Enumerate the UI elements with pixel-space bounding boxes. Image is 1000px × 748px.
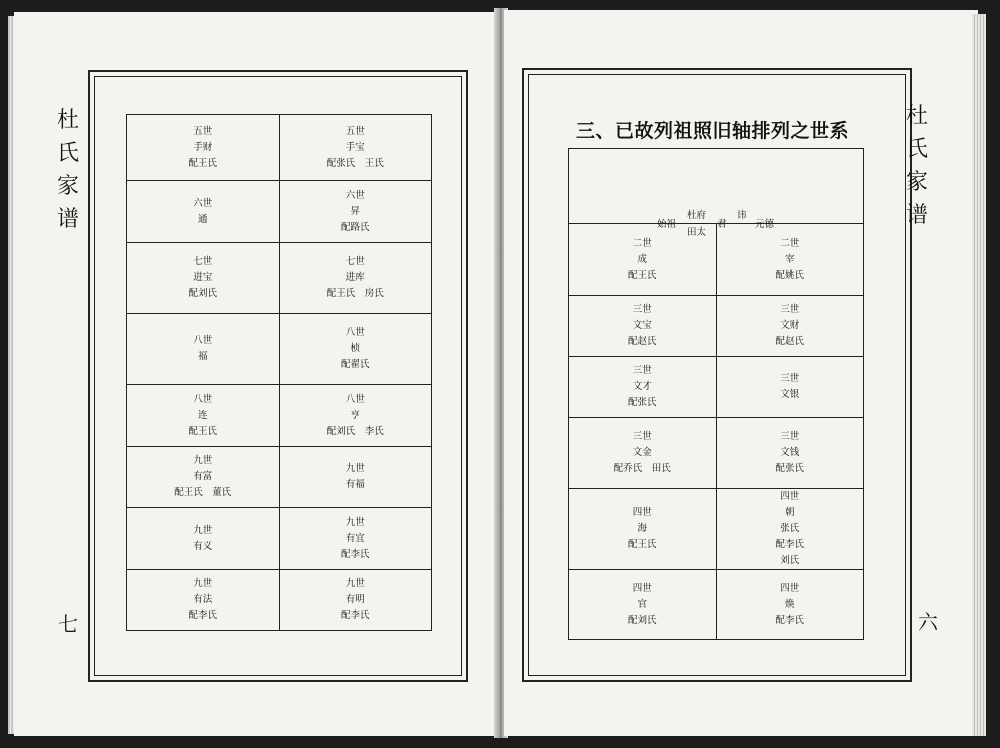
person-entry <box>127 570 280 631</box>
generation-label: 三世 <box>632 431 652 442</box>
ancestor-household: 杜府 <box>687 210 707 221</box>
spouse-line: 刘氏 <box>780 555 800 566</box>
spouse-line: 配姚氏 <box>775 269 804 281</box>
person-entry <box>127 115 280 181</box>
ancestor-title: 始祖 <box>657 219 677 230</box>
person-entry <box>716 357 864 418</box>
right-page <box>504 10 978 736</box>
spouse-line: 配李氏 <box>775 539 804 550</box>
generation-label: 三世 <box>632 365 652 376</box>
person-name: 有法 <box>193 594 213 605</box>
person-entry <box>127 447 280 508</box>
person-name: 福 <box>197 351 208 362</box>
person-name: 文宝 <box>632 320 652 331</box>
genealogy-table <box>126 114 432 631</box>
generation-label: 九世 <box>345 516 365 528</box>
generation-label: 二世 <box>632 237 652 249</box>
spouse-line: 配赵氏 <box>775 336 804 347</box>
person-entry <box>127 314 280 385</box>
person-name: 文才 <box>632 381 652 392</box>
person-name: 宰 <box>784 253 795 265</box>
spouse-line: 配李氏 <box>188 610 217 621</box>
table-row <box>127 115 432 181</box>
person-name: 手财 <box>193 141 213 153</box>
table-row <box>569 357 864 418</box>
person-name: 焕 <box>784 598 795 610</box>
title-char: 谱 <box>905 203 928 228</box>
person-name: 朝 <box>784 507 795 518</box>
person-entry <box>569 570 717 640</box>
person-name: 桢 <box>350 343 360 354</box>
person-entry <box>716 489 864 570</box>
title-char: 家 <box>56 174 79 199</box>
generation-label: 三世 <box>780 431 800 442</box>
person-entry <box>127 181 280 243</box>
person-entry <box>716 418 864 489</box>
section-heading: 三、已故列祖照旧轴排列之世系 <box>576 120 850 142</box>
person-entry <box>279 314 432 385</box>
table-row <box>569 296 864 357</box>
generation-label: 三世 <box>780 304 800 315</box>
person-name: 有宜 <box>345 532 365 544</box>
spouse-line: 配王氏 房氏 <box>326 288 384 299</box>
spouse-line: 配刘氏 <box>627 614 657 626</box>
generation-label: 六世 <box>193 197 213 209</box>
generation-label: 九世 <box>193 524 213 536</box>
person-name: 进库 <box>345 272 365 283</box>
generation-label: 七世 <box>193 256 213 267</box>
generation-label: 九世 <box>193 578 213 589</box>
table-row <box>569 570 864 640</box>
person-entry <box>279 508 432 570</box>
generation-label: 五世 <box>193 125 213 137</box>
spouse-line: 配赵氏 <box>627 336 657 347</box>
spouse-line: 配翟氏 <box>340 359 370 370</box>
spouse-line: 配张氏 <box>627 397 657 408</box>
person-entry <box>127 508 280 570</box>
table-row <box>127 181 432 243</box>
spouse-line: 配王氏 <box>188 157 217 169</box>
spouse-line: 配李氏 <box>340 548 370 560</box>
generation-label: 八世 <box>193 393 213 405</box>
person-entry <box>569 489 717 570</box>
generation-label: 九世 <box>193 455 213 466</box>
spouse-line: 配刘氏 <box>188 288 217 299</box>
person-name: 进宝 <box>193 272 213 283</box>
title-char: 杜 <box>56 108 79 133</box>
ancestor-cell <box>569 149 864 238</box>
person-name: 文财 <box>780 320 800 331</box>
person-name: 海 <box>637 523 647 534</box>
person-entry <box>279 385 432 447</box>
spouse-line: 配张氏 王氏 <box>326 157 384 169</box>
title-char: 杜 <box>905 104 928 129</box>
table-row <box>569 489 864 570</box>
generation-label: 四世 <box>780 582 800 594</box>
person-name: 有富 <box>193 471 213 482</box>
book-title-vertical <box>55 104 81 236</box>
table-row <box>127 570 432 631</box>
ancestor-taboo-name-label: 讳 <box>737 210 747 221</box>
person-name: 文银 <box>780 389 800 400</box>
table-row <box>127 385 432 447</box>
generation-label: 六世 <box>345 189 365 201</box>
person-name: 亨 <box>350 409 360 421</box>
generation-label: 二世 <box>780 237 800 249</box>
generation-label: 八世 <box>193 335 213 346</box>
person-entry <box>569 296 717 357</box>
spouse-line: 张氏 <box>780 523 800 534</box>
page-number: 七 <box>58 612 78 636</box>
spouse-line: 配王氏 <box>627 269 657 281</box>
person-name: 通 <box>197 213 208 225</box>
spouse-line: 配路氏 <box>340 221 370 233</box>
ancestor-honorific: 君 <box>717 219 727 230</box>
person-entry <box>279 181 432 243</box>
person-name: 官 <box>637 598 647 610</box>
spouse-line: 配张氏 <box>775 463 804 474</box>
title-char: 氏 <box>905 137 928 162</box>
spouse-line: 配乔氏 田氏 <box>613 463 671 474</box>
lineage-table <box>568 148 864 640</box>
person-entry <box>716 296 864 357</box>
title-char: 家 <box>905 170 928 195</box>
person-entry <box>127 243 280 314</box>
generation-label: 八世 <box>345 393 365 405</box>
generation-label: 四世 <box>632 507 652 518</box>
page-stack-right <box>972 14 986 736</box>
generation-label: 九世 <box>345 463 365 474</box>
person-name: 连 <box>197 409 208 421</box>
person-name: 有明 <box>345 594 365 605</box>
spouse-line: 配李氏 <box>775 614 804 626</box>
generation-label: 三世 <box>632 304 652 315</box>
person-name: 文钱 <box>780 447 800 458</box>
generation-label: 五世 <box>345 125 365 137</box>
spouse-line: 配王氏 <box>627 539 657 550</box>
person-entry <box>569 418 717 489</box>
person-entry <box>279 447 432 508</box>
person-name: 文金 <box>632 447 652 458</box>
table-row <box>127 508 432 570</box>
generation-label: 四世 <box>780 491 800 502</box>
page-number: 六 <box>918 610 938 634</box>
ancestor-name: 元德 <box>755 219 775 230</box>
ancestor-spouse-household: 田太 <box>687 227 707 238</box>
table-row <box>127 447 432 508</box>
left-page <box>14 12 500 736</box>
spouse-line: 配王氏 董氏 <box>174 487 232 498</box>
table-row <box>569 418 864 489</box>
person-entry <box>279 243 432 314</box>
generation-label: 四世 <box>632 582 652 594</box>
generation-label: 九世 <box>345 578 365 589</box>
person-name: 手宝 <box>345 141 365 153</box>
person-entry <box>127 385 280 447</box>
book-title-vertical <box>904 100 930 232</box>
generation-label: 七世 <box>345 256 365 267</box>
table-row <box>569 224 864 296</box>
spouse-line: 配李氏 <box>340 610 370 621</box>
generation-label: 三世 <box>780 373 800 384</box>
spouse-line: 配刘氏 李氏 <box>326 425 384 437</box>
generation-label: 八世 <box>345 327 365 338</box>
person-entry <box>569 357 717 418</box>
title-char: 氏 <box>56 141 79 166</box>
person-entry <box>716 570 864 640</box>
spouse-line: 配王氏 <box>188 425 217 437</box>
person-name: 有福 <box>345 479 365 490</box>
person-entry <box>279 570 432 631</box>
person-name: 有义 <box>193 540 213 552</box>
table-row <box>127 314 432 385</box>
person-name: 成 <box>637 253 647 265</box>
title-char: 谱 <box>56 207 79 232</box>
person-entry <box>279 115 432 181</box>
table-row <box>127 243 432 314</box>
person-entry <box>716 224 864 296</box>
person-name: 昇 <box>350 205 360 217</box>
